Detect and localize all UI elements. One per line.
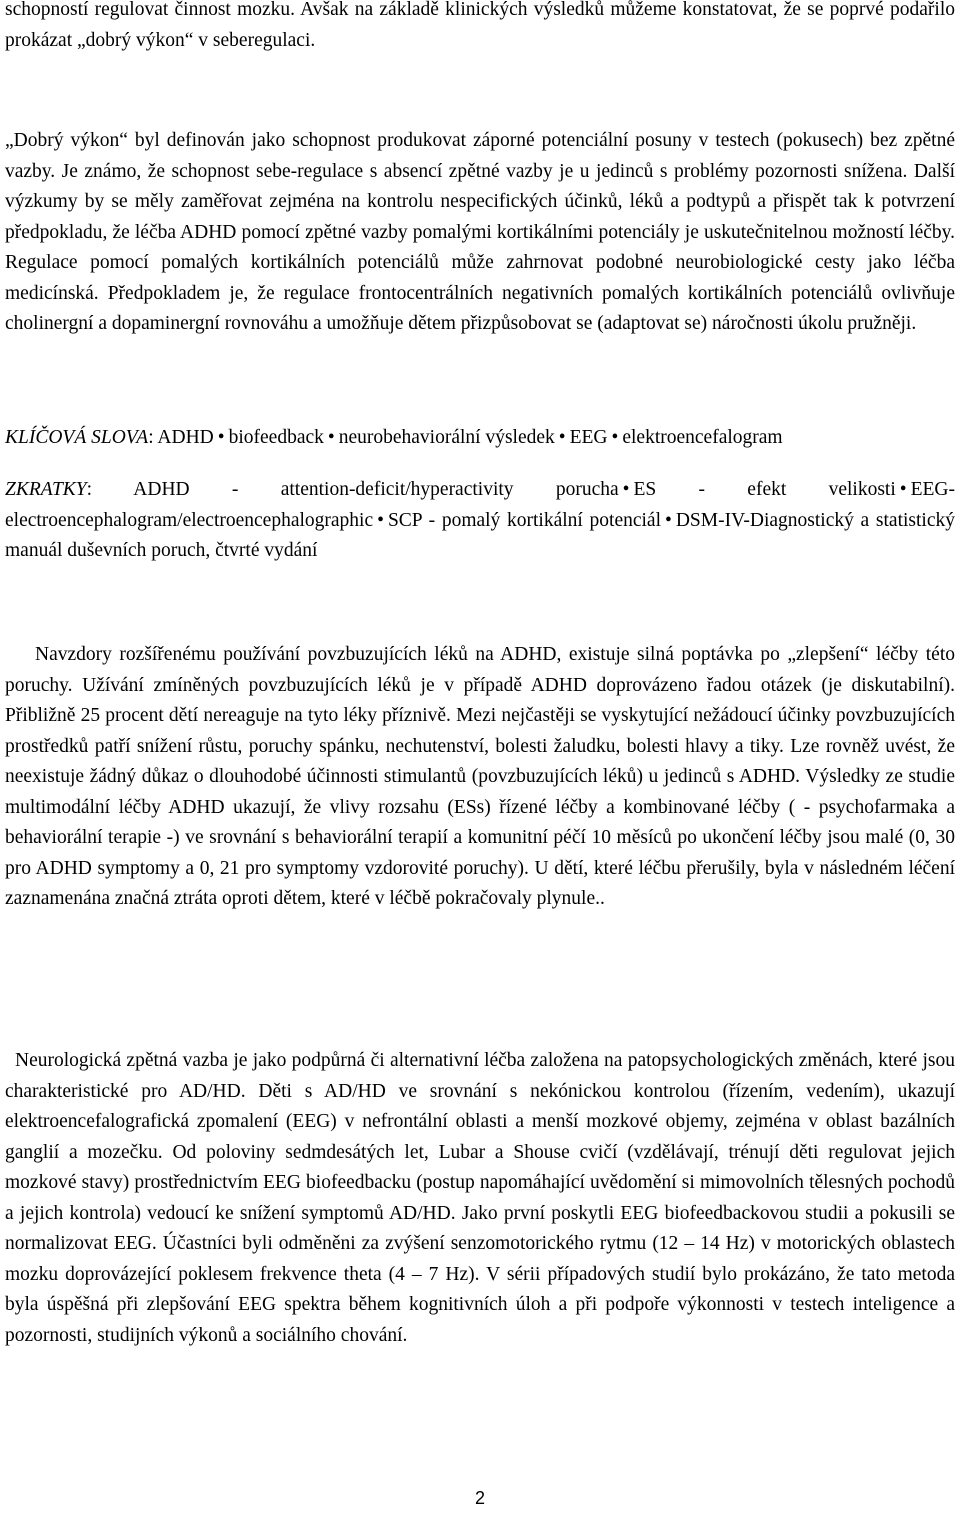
bullet-icon: • <box>327 427 335 448</box>
bullet-icon: • <box>622 479 630 500</box>
page-number: 2 <box>474 1488 485 1508</box>
keywords-label: KLÍČOVÁ SLOVA <box>5 427 149 448</box>
bullet-icon: • <box>665 509 672 531</box>
intro-paragraph: schopností regulovat činnost mozku. Avšak na základě klinických výsledků můžeme konstatovat, že se poprvé podařilo prokázat „dobrý výkon“ v seberegulaci. <box>5 0 955 51</box>
keyword-item: biofeedback <box>228 427 324 448</box>
abbreviations-block <box>5 475 955 567</box>
abbreviations-separator: : <box>86 479 93 500</box>
abbreviation-item: ADHD - attention-deficit/hyperactivity porucha <box>133 479 619 500</box>
bullet-icon: • <box>377 509 384 531</box>
keyword-item: elektroencefalogram <box>622 427 783 448</box>
neurofeedback-paragraph: Neurologická zpětná vazba je jako podpůrná či alternativní léčba založena na patopsychologických změnách, které jsou charakteristické pro AD/HD. Děti s AD/HD ve srovnání s nekónickou kontrolou (řízením, vedením), ukazují elektroencefalografická zpomalení (EEG) v nefrontální oblasti a menší mozkové objemy, zejména v oblast bazálních ganglií a mozečku. Od poloviny sedmdesátých let, Lubar a Shouse cvičí (vzdělávají, trénují děti regulovat jejich mozkové stavy) prostřednictvím EEG biofeedbacku (postup napomáhající uvědomění si mimovolních tělesných pochodů a jejich kontrola) vedoucí ke snížení symptomů AD/HD. Jako první poskytli EEG biofeedbackovou studii a pokusili se normalizovat EEG. Účastníci byli odměněni za zvýšení senzomotorického rytmu (12 – 14 Hz) v motorických oblastech mozku doprovázející poklesem frekvence theta (4 – 7 Hz). V sérii případových studií bylo prokázáno, že tato metoda byla úspěšná při zlepšování EEG spektra během kognitivních úloh a při podpoře výkonnosti v testech inteligence a pozornosti, studijních výkonů a sociálního chování. <box>5 1050 955 1346</box>
abbreviation-item: EEG-electroencephalogram/electroencephalographic <box>5 479 955 531</box>
keywords-line <box>5 423 955 454</box>
abbreviation-item: ES - efekt velikosti <box>633 479 896 500</box>
abbreviation-item: SCP - pomalý kortikální potenciál <box>387 509 661 531</box>
bullet-icon: • <box>217 427 225 448</box>
bullet-icon: • <box>558 427 566 448</box>
bullet-icon: • <box>899 479 907 500</box>
stimulants-paragraph: Navzdory rozšířenému používání povzbuzujících léků na ADHD, existuje silná poptávka po „zlepšení“ léčby této poruchy. Užívání zmíněných povzbuzujících léků je v případě ADHD doprovázeno řadou otázek (je diskutabilní). Přibližně 25 procent dětí nereaguje na tyto léky příznivě. Mezi nejčastěji se vyskytující nežádoucí účinky povzbuzujících prostředků patří snížení růstu, poruchy spánku, nechutenství, bolesti žaludku, bolesti hlavy a tiky. Lze rovněž uvést, že neexistuje žádný důkaz o dlouhodobé účinnosti stimulantů (povzbuzujících léků) u jedinců s ADHD. Výsledky ze studie multimodální léčby ADHD ukazují, že vlivy rozsahu (ESs) řízené léčby a kombinované léčby ( - psychofarmaka a behaviorální terapie -) ve srovnání s behaviorální terapií a komunitní péčí 10 měsíců po ukončení léčby jsou malé (0, 30 pro ADHD symptomy a 0, 21 pro symptomy vzdorovité poruchy). U dětí, které léčbu přerušily, byla v následném léčení zaznamenána značná ztráta oproti dětem, které v léčbě pokračovaly plynule.. <box>5 644 955 909</box>
keyword-item: neurobehaviorální výsledek <box>338 427 555 448</box>
keyword-item: ADHD <box>157 427 214 448</box>
keywords-separator: : <box>148 427 154 448</box>
keyword-item: EEG <box>569 427 608 448</box>
abbreviations-label: ZKRATKY <box>5 479 87 500</box>
definition-paragraph: „Dobrý výkon“ byl definován jako schopnost produkovat záporné potenciální posuny v testech (pokusech) bez zpětné vazby. Je známo, že schopnost sebe-regulace s absencí zpětné vazby je u jedinců s problémy pozornosti snížena. Další výzkumy by se měly zaměřovat zejména na kontrolu nespecifických účinků, léků a podtypů a přispět tak k potvrzení předpokladu, že léčba ADHD pomocí zpětné vazby pomalými kortikálními potenciály je uskutečnitelnou možností léčby. Regulace pomocí pomalých kortikálních potenciálů může zahrnovat podobné neurobiologické cesty jako léčba medicínská. Předpokladem je, že regulace frontocentrálních negativních pomalých kortikálních potenciálů ovlivňuje cholinergní a dopaminergní rovnováhu a umožňuje dětem přizpůsobovat se (adaptovat se) náročnosti úkolu pružněji. <box>5 130 955 334</box>
abbreviation-item: DSM-IV-Diagnostický a statistický manuál duševních poruch, čtvrté vydání <box>5 509 955 561</box>
bullet-icon: • <box>611 427 619 448</box>
